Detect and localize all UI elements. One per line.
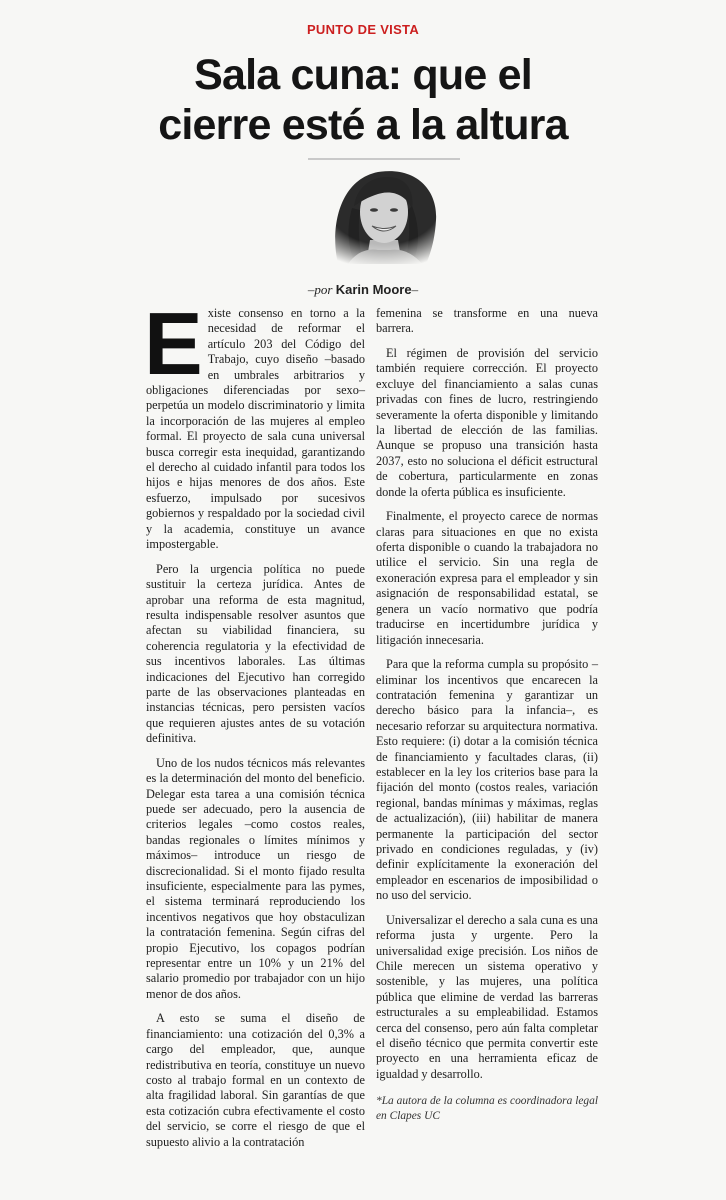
paragraph-text: xiste consenso en torno a la necesidad de reformar el artículo 203 del Código del Trabajo, cuyo diseño –basado en umbrales arbitrarios y obligaciones diferenciadas por sexo– perpetúa un modelo discriminatorio y limita la incorporación de las mujeres al empleo formal. El proyecto de sala cuna universal busca corregir esta inequidad, garantizando el derecho al cuidado infantil para todos los hijos e hijas menores de dos años. Este esfuerzo, impulsado por sucesivos gobiernos y respaldado por la sociedad civil y la academia, constituye un avance impostergable. — [146, 306, 365, 552]
author-portrait — [308, 158, 460, 264]
paragraph: femenina se transforme en una nueva barrera. — [376, 306, 598, 336]
headline — [60, 50, 666, 150]
paragraph: Universalizar el derecho a sala cuna es una reforma justa y urgente. Pero la universalidad exige precisión. Los niños de Chile merecen un sistema operativo y sostenible, y las mujeres, una política pública que elimine de verdad las barreras estructurales a su empleabilidad. Estamos cerca del consenso, pero aún falta completar el diseño técnico que permita convertir este proyecto en una herramienta eficaz de igualdad y desarrollo. — [376, 912, 598, 1081]
headline-line-2: cierre esté a la altura — [158, 101, 568, 149]
paragraph: Finalmente, el proyecto carece de normas claras para situaciones en que no exista oferta disponible o cuando la trabajadora no utilice el servicio. Sin una regla de exoneración expresa para el empleador y sin asignación de responsabilidad estatal, se genera un vacío normativo que podría traducirse en incertidumbre jurídica y litigación innecesaria. — [376, 509, 598, 647]
paragraph: Pero la urgencia política no puede sustituir la certeza jurídica. Antes de aprobar una reforma de esta magnitud, resulta indispensable resolver asuntos que afectan su viabilidad financiera, su coherencia regulatoria y la efectividad de sus incentivos laborales. Las últimas indicaciones del Ejecutivo han corregido parte de las observaciones planteadas en instancias técnicas, pero persisten vacíos que requieren ajustes antes de su votación definitiva. — [146, 561, 365, 746]
author-portrait-icon — [308, 160, 460, 264]
dropcap: E — [144, 294, 203, 393]
headline-line-1: Sala cuna: que el — [194, 51, 532, 99]
paragraph: Para que la reforma cumpla su propósito –eliminar los incentivos que encarecen la contratación femenina y garantizar un derecho básico para la infancia–, es necesario reforzar su arquitectura normativa. Esto requiere: (i) dotar a la comisión técnica de financiamiento y facultades claras, (ii) establecer en la ley los criterios base para la fijación del monto (costos reales, variación regional, bandas mínimas y máximas, reglas de actualización), (iii) habilitar de manera permanente la participación del sector privado en condiciones reguladas, y (iv) definir explícitamente la exoneración del empleador en escenarios de imposibilidad o no uso del servicio. — [376, 657, 598, 903]
paragraph: Uno de los nudos técnicos más relevantes es la determinación del monto del beneficio. Delegar esta tarea a una comisión técnica puede ser adecuado, pero la ausencia de criterios legales –como costos reales, bandas regionales o límites mínimos y máximos– introduce un riesgo de discrecionalidad. Si el monto fijado resulta insuficiente, especialmente para las pymes, el sistema terminará reproduciendo los incentivos negativos que hoy obstaculizan la contratación femenina. Según cifras del propio Ejecutivo, los copagos podrían representar entre un 10% y un 21% del salario promedio por trabajador con un hijo menor de dos años. — [146, 755, 365, 1001]
article-column-right — [376, 306, 598, 1133]
section-label: PUNTO DE VISTA — [306, 22, 420, 37]
byline-author: Karin Moore — [335, 282, 412, 297]
byline-suffix: – — [411, 282, 419, 297]
author-note: *La autora de la columna es coordinadora legal en Clapes UC — [376, 1095, 598, 1123]
paragraph: A esto se suma el diseño de financiamiento: una cotización del 0,3% a cargo del empleador, que, aunque redistributiva en teoría, constituye un nuevo costo al trabajo formal en un contexto de alta fragilidad laboral. Sin garantías de que esta cotización cubra efectivamente el costo del servicio, se corre el riesgo de que el supuesto alivio a la contratación — [146, 1011, 365, 1149]
byline-prefix: –por — [307, 282, 336, 297]
byline — [0, 282, 726, 298]
article-column-left — [144, 294, 365, 1159]
paragraph: El régimen de provisión del servicio también requiere corrección. El proyecto excluye del financiamiento a salas cunas privadas con fines de lucro, restringiendo severamente la oferta disponible y limitando la libertad de elección de las familias. Aunque se propuso una transición hasta 2037, esto no soluciona el déficit estructural de cobertura, particularmente en zonas donde la oferta pública es insuficiente. — [376, 346, 598, 499]
paragraph — [144, 294, 365, 553]
